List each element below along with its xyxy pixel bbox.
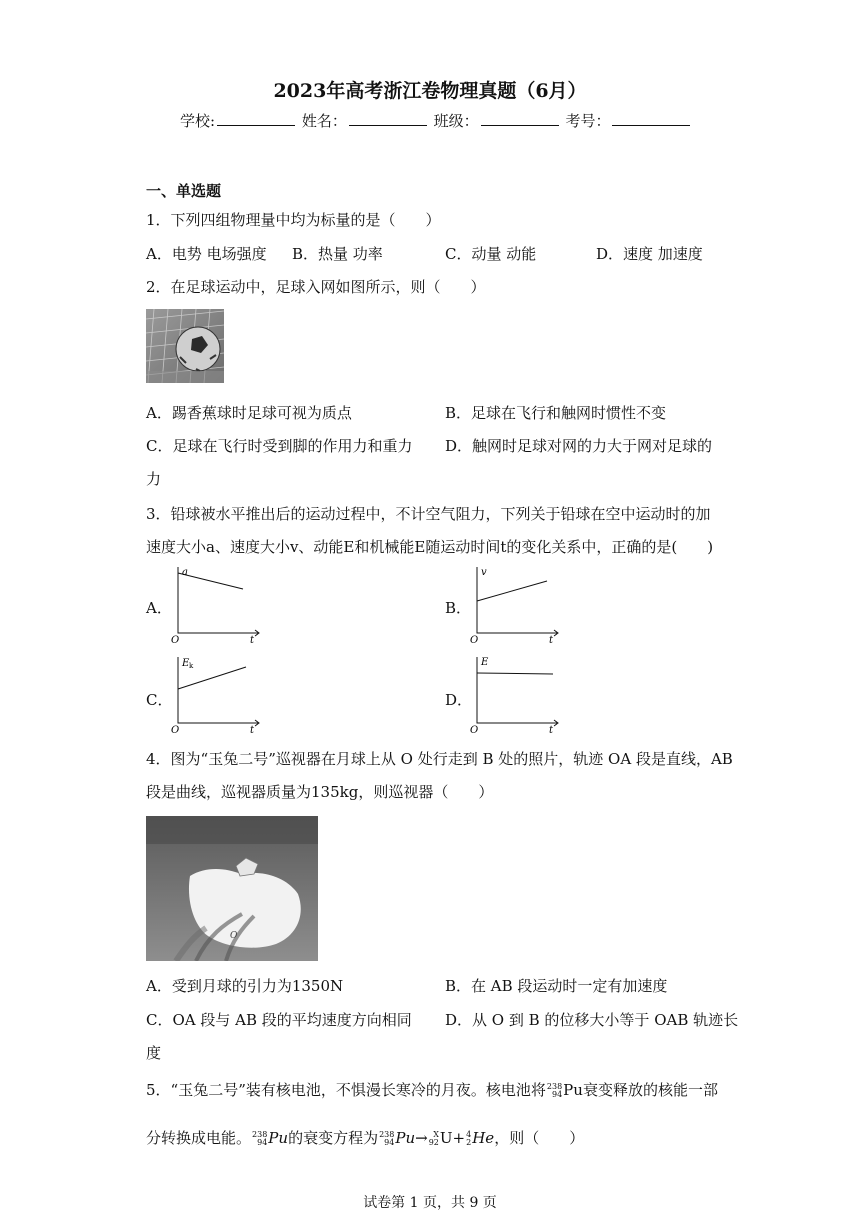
pu-atomic-number-2: 94 xyxy=(257,1138,268,1147)
pu-symbol-3: Pu xyxy=(395,1129,416,1147)
q1-option-a: A．电势 电场强度 xyxy=(146,245,267,263)
name-blank[interactable] xyxy=(349,111,427,126)
q3-stem-line2: 速度大小a、速度大小v、动能E和机械能E随运动时间t的变化关系中，正确的是( ) xyxy=(146,538,714,556)
graph-a-xlabel: t xyxy=(250,635,255,643)
q2-option-c: C．足球在飞行时受到脚的作用力和重力 xyxy=(146,437,413,455)
q1-option-b: B．热量 功率 xyxy=(292,245,383,263)
q5-stem-part1: 5．“玉兔二号”装有核电池，不惧漫长寒冷的月夜。核电池将 xyxy=(146,1081,546,1099)
graph-d-xlabel: t xyxy=(549,725,554,733)
q3-option-c: C． xyxy=(146,691,173,709)
graph-e-vs-t xyxy=(467,653,562,733)
q1-option-d: D．速度 加速度 xyxy=(596,245,703,263)
graph-b-origin: O xyxy=(470,635,479,643)
student-info-line xyxy=(180,110,692,131)
graph-v-vs-t xyxy=(467,563,562,643)
q4-stem-line2: 段是曲线，巡视器质量为135kg，则巡视器（ ） xyxy=(146,783,494,801)
q3-option-a: A． xyxy=(146,599,172,617)
pu-indices-2 xyxy=(252,1131,267,1147)
he-mass-number: 4 xyxy=(466,1130,472,1139)
plus-sign: + xyxy=(452,1129,466,1147)
exam-no-blank[interactable] xyxy=(612,111,690,126)
q4-option-d: D．从 O 到 B 的位移大小等于 OAB 轨迹长 xyxy=(445,1011,739,1029)
u-atomic-number: 92 xyxy=(428,1138,439,1147)
graph-c-xlabel: t xyxy=(250,725,255,733)
graph-c-origin: O xyxy=(171,725,180,733)
arrow-icon: → xyxy=(415,1129,428,1147)
page-title: 2023年高考浙江卷物理真题（6月） xyxy=(273,80,587,102)
q4-option-c: C．OA 段与 AB 段的平均速度方向相同 xyxy=(146,1011,412,1029)
q4-option-b: B．在 AB 段运动时一定有加速度 xyxy=(445,977,668,995)
graph-d-origin: O xyxy=(470,725,479,733)
u-mass-x: X xyxy=(433,1130,439,1139)
q5-stem-part1-end: 衰变释放的核能一部 xyxy=(582,1081,718,1099)
q1-stem: 1．下列四组物理量中均为标量的是（ ） xyxy=(146,211,441,229)
q5-stem-part3: 的衰变方程为 xyxy=(288,1129,379,1147)
graph-a-vs-t xyxy=(168,563,263,643)
graph-ek-vs-t xyxy=(168,653,263,733)
pu-symbol-2: Pu xyxy=(268,1129,289,1147)
football-net-photo xyxy=(146,309,224,383)
q5-stem-part2: 分转换成电能。 xyxy=(146,1129,252,1147)
q2-option-c-cont: 力 xyxy=(146,470,162,488)
q5-stem-line2 xyxy=(146,1127,584,1148)
graph-d-ylabel: E xyxy=(481,657,489,668)
q4-option-c-cont: 度 xyxy=(146,1044,162,1062)
class-label: 班级： xyxy=(433,112,479,130)
pu-indices xyxy=(547,1083,562,1099)
u-symbol: U xyxy=(439,1129,453,1147)
graph-c-ylabel: E xyxy=(182,658,190,669)
pu-mass-number-3: 238 xyxy=(379,1130,395,1139)
graph-a-origin: O xyxy=(171,635,180,643)
he-atomic-number: 2 xyxy=(466,1138,472,1147)
he-indices xyxy=(466,1131,471,1147)
he-symbol: He xyxy=(472,1129,495,1147)
q1-option-c: C．动量 动能 xyxy=(445,245,537,263)
q3-option-d: D． xyxy=(445,691,473,709)
class-blank[interactable] xyxy=(481,111,559,126)
graph-b-xlabel: t xyxy=(549,635,554,643)
yutu2-rover-photo xyxy=(146,816,318,961)
section-heading: 一、单选题 xyxy=(146,182,222,200)
q5-stem-line1 xyxy=(146,1079,718,1100)
q2-stem: 2．在足球运动中，足球入网如图所示，则（ ） xyxy=(146,278,486,296)
q3-stem-line1: 3．铅球被水平推出后的运动过程中，不计空气阻力，下列关于铅球在空中运动时的加 xyxy=(146,505,711,523)
svg-text:O: O xyxy=(230,931,238,941)
pu-atomic-number: 94 xyxy=(551,1090,563,1099)
exam-no-label: 考号： xyxy=(565,112,611,130)
q4-option-a: A．受到月球的引力为1350N xyxy=(146,977,344,995)
pu-mass-number: 238 xyxy=(546,1082,563,1091)
q2-option-b: B．足球在飞行和触网时惯性不变 xyxy=(445,404,667,422)
q3-option-b: B． xyxy=(445,599,472,617)
q2-option-a: A．踢香蕉球时足球可视为质点 xyxy=(146,404,352,422)
graph-c-ysub: k xyxy=(189,662,194,670)
q5-stem-end: ，则（ ） xyxy=(494,1129,585,1147)
q4-stem-line1: 4．图为“玉兔二号”巡视器在月球上从 O 处行走到 B 处的照片，轨迹 OA 段是直线，AB xyxy=(146,750,733,768)
graph-b-ylabel: v xyxy=(481,567,487,578)
graph-a-ylabel: a xyxy=(182,567,188,578)
u-indices xyxy=(429,1131,439,1147)
name-label: 姓名： xyxy=(301,112,347,130)
q2-option-d: D．触网时足球对网的力大于网对足球的 xyxy=(445,437,713,455)
pu-atomic-number-3: 94 xyxy=(384,1138,395,1147)
school-blank[interactable] xyxy=(217,111,295,126)
pu-mass-number-2: 238 xyxy=(252,1130,268,1139)
school-label: 学校: xyxy=(180,112,216,130)
page-footer: 试卷第 1 页，共 9 页 xyxy=(363,1195,497,1211)
pu-indices-3 xyxy=(379,1131,394,1147)
pu-symbol: Pu xyxy=(563,1081,583,1099)
